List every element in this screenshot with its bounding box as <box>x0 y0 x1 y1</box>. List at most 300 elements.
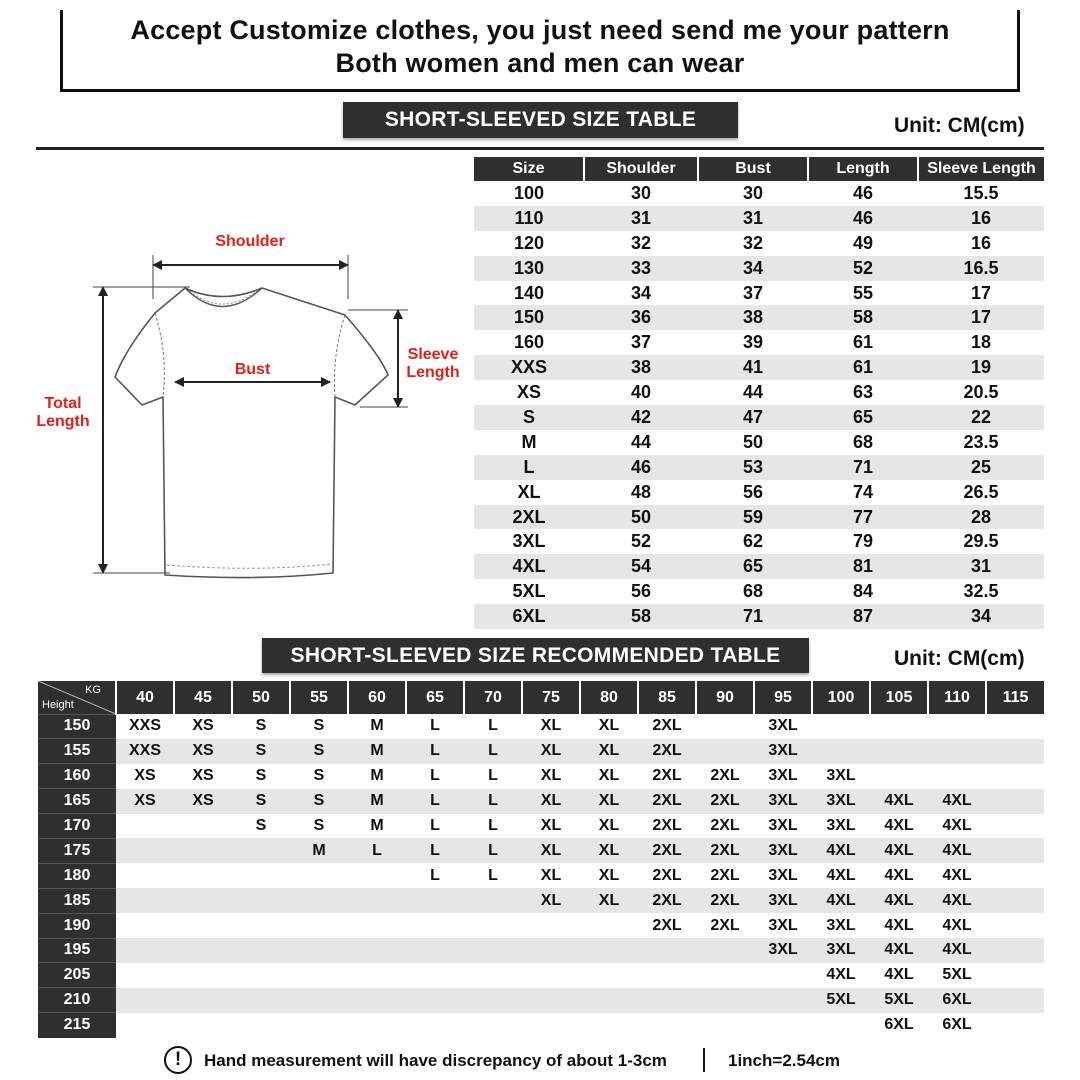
size-cell: 130 <box>474 256 584 281</box>
recommended-size-cell: XL <box>580 888 638 913</box>
recommended-size-cell: 3XL <box>812 789 870 814</box>
recommended-size-cell: S <box>232 714 290 739</box>
recommended-size-cell <box>696 988 754 1013</box>
recommended-size-cell: 3XL <box>754 913 812 938</box>
size-cell: 68 <box>698 579 808 604</box>
recommended-size-cell: S <box>290 739 348 764</box>
measurement-note: Hand measurement will have discrepancy of about 1-3cm <box>204 1051 667 1070</box>
recommended-size-cell: 4XL <box>870 888 928 913</box>
recommended-size-cell: 2XL <box>638 913 696 938</box>
recommended-size-cell: XL <box>580 838 638 863</box>
size-cell: 65 <box>808 405 918 430</box>
recommended-size-cell: 2XL <box>696 789 754 814</box>
recommended-size-cell <box>986 838 1044 863</box>
recommended-size-cell: 4XL <box>928 814 986 839</box>
recommended-size-cell: 6XL <box>928 988 986 1013</box>
kg-label: KG <box>85 684 101 696</box>
size-cell: 19 <box>918 355 1044 380</box>
height-row-header: 195 <box>38 938 116 963</box>
recommended-size-cell: 3XL <box>754 789 812 814</box>
recommended-size-cell <box>174 814 232 839</box>
weight-col-header: 85 <box>638 681 696 714</box>
size-cell: 49 <box>808 231 918 256</box>
recommended-size-cell <box>232 888 290 913</box>
size-cell: 37 <box>698 281 808 306</box>
recommended-size-cell: 2XL <box>696 863 754 888</box>
height-row-header: 175 <box>38 838 116 863</box>
size-cell: 62 <box>698 529 808 554</box>
recommended-size-cell: 4XL <box>870 863 928 888</box>
size-cell: 48 <box>584 480 698 505</box>
recommended-size-cell <box>696 739 754 764</box>
recommended-size-cell <box>986 739 1044 764</box>
recommended-size-cell <box>522 938 580 963</box>
height-row-header: 150 <box>38 714 116 739</box>
recommended-size-cell: 4XL <box>870 938 928 963</box>
height-row-header: 190 <box>38 913 116 938</box>
table-row <box>474 305 1044 330</box>
size-cell: XXS <box>474 355 584 380</box>
recommended-size-cell <box>116 988 174 1013</box>
size-cell: 100 <box>474 181 584 206</box>
size-cell: 150 <box>474 305 584 330</box>
recommended-size-cell <box>290 963 348 988</box>
table-row <box>38 913 1044 938</box>
weight-col-header: 45 <box>174 681 232 714</box>
size-cell: 3XL <box>474 529 584 554</box>
weight-col-header: 105 <box>870 681 928 714</box>
size-cell: 46 <box>808 181 918 206</box>
recommended-size-cell <box>986 1013 1044 1038</box>
size-cell: 52 <box>808 256 918 281</box>
weight-col-header: 110 <box>928 681 986 714</box>
recommended-size-cell <box>174 963 232 988</box>
recommended-size-cell <box>986 764 1044 789</box>
recommended-size-cell <box>232 938 290 963</box>
recommended-size-cell: XS <box>174 789 232 814</box>
recommended-size-cell <box>986 938 1044 963</box>
recommended-size-cell: S <box>232 764 290 789</box>
table-row <box>38 814 1044 839</box>
recommended-size-cell: XL <box>522 814 580 839</box>
table-row <box>38 739 1044 764</box>
table-row <box>38 1013 1044 1038</box>
shoulder-label: Shoulder <box>215 233 285 250</box>
recommended-size-cell <box>522 1013 580 1038</box>
recommended-size-cell: 4XL <box>812 838 870 863</box>
recommended-size-cell: 3XL <box>812 913 870 938</box>
recommended-size-cell <box>522 913 580 938</box>
recommended-size-cell <box>406 913 464 938</box>
size-cell: 40 <box>584 380 698 405</box>
recommended-size-cell <box>522 988 580 1013</box>
height-row-header: 215 <box>38 1013 116 1038</box>
size-cell: 31 <box>698 206 808 231</box>
size-cell: 71 <box>808 455 918 480</box>
size-cell: 34 <box>698 256 808 281</box>
weight-col-header: 75 <box>522 681 580 714</box>
size-cell: 32 <box>698 231 808 256</box>
size-cell: 15.5 <box>918 181 1044 206</box>
recommended-size-cell: 4XL <box>928 789 986 814</box>
recommended-size-cell: 5XL <box>870 988 928 1013</box>
table-row <box>38 863 1044 888</box>
recommended-size-cell <box>638 988 696 1013</box>
recommended-size-cell <box>580 913 638 938</box>
recommended-size-cell: L <box>348 838 406 863</box>
recommended-size-cell <box>116 888 174 913</box>
height-row-header: 180 <box>38 863 116 888</box>
recommended-size-cell: S <box>232 789 290 814</box>
size-cell: 33 <box>584 256 698 281</box>
recommended-size-cell <box>464 888 522 913</box>
recommended-size-cell: 4XL <box>870 838 928 863</box>
recommended-size-cell <box>290 888 348 913</box>
table-row <box>474 579 1044 604</box>
size-cell: 42 <box>584 405 698 430</box>
recommended-size-cell <box>116 963 174 988</box>
size-cell: 17 <box>918 305 1044 330</box>
size-cell: 17 <box>918 281 1044 306</box>
size-cell: 46 <box>808 206 918 231</box>
table-row <box>474 206 1044 231</box>
recommended-size-cell: L <box>464 739 522 764</box>
size-cell: 58 <box>808 305 918 330</box>
recommended-table <box>38 681 1044 1038</box>
recommended-size-cell <box>406 938 464 963</box>
recommended-size-cell <box>348 1013 406 1038</box>
size-col-header: Size <box>474 157 584 181</box>
recommended-size-cell: 3XL <box>754 838 812 863</box>
size-cell: 79 <box>808 529 918 554</box>
size-cell: 120 <box>474 231 584 256</box>
recommended-size-cell <box>232 838 290 863</box>
recommended-size-cell <box>116 838 174 863</box>
recommended-size-cell: XL <box>580 814 638 839</box>
table-row <box>38 714 1044 739</box>
size-cell: 30 <box>584 181 698 206</box>
divider <box>36 147 1044 150</box>
recommended-size-cell: 4XL <box>812 963 870 988</box>
recommended-size-cell: 2XL <box>696 764 754 789</box>
size-cell: 20.5 <box>918 380 1044 405</box>
size-cell: 84 <box>808 579 918 604</box>
size-cell: XS <box>474 380 584 405</box>
table-row <box>474 480 1044 505</box>
recommended-size-cell <box>696 714 754 739</box>
size-cell: 160 <box>474 330 584 355</box>
recommended-size-cell <box>348 888 406 913</box>
recommended-size-cell: XL <box>580 739 638 764</box>
table-row <box>38 988 1044 1013</box>
weight-col-header: 50 <box>232 681 290 714</box>
recommended-size-cell <box>696 938 754 963</box>
height-row-header: 185 <box>38 888 116 913</box>
size-cell: 71 <box>698 604 808 629</box>
size-table-title: SHORT-SLEEVED SIZE TABLE <box>343 102 738 138</box>
recommended-size-cell: XL <box>522 714 580 739</box>
table-row <box>474 430 1044 455</box>
size-cell: 77 <box>808 505 918 530</box>
footer-divider <box>703 1048 705 1072</box>
size-cell: 38 <box>584 355 698 380</box>
recommended-size-cell: 3XL <box>754 714 812 739</box>
recommended-size-cell: L <box>464 714 522 739</box>
size-table <box>474 157 1044 629</box>
recommended-size-cell: M <box>348 789 406 814</box>
recommended-size-cell: 4XL <box>928 938 986 963</box>
size-cell: 4XL <box>474 554 584 579</box>
table-row <box>474 529 1044 554</box>
table-row <box>474 181 1044 206</box>
recommended-size-cell <box>986 888 1044 913</box>
recommended-size-cell: XL <box>522 789 580 814</box>
recommended-size-cell <box>290 863 348 888</box>
recommended-size-cell <box>986 814 1044 839</box>
size-cell: 56 <box>698 480 808 505</box>
recommended-size-cell <box>174 863 232 888</box>
recommended-size-cell <box>580 938 638 963</box>
footer <box>0 1046 1080 1076</box>
recommended-size-cell: L <box>464 838 522 863</box>
recommended-size-cell <box>174 913 232 938</box>
size-cell: 46 <box>584 455 698 480</box>
recommended-size-cell <box>464 938 522 963</box>
recommended-size-cell <box>232 863 290 888</box>
size-table-header <box>474 157 1044 181</box>
recommended-size-cell <box>638 1013 696 1038</box>
recommended-size-cell: XL <box>580 789 638 814</box>
recommended-size-cell <box>116 1013 174 1038</box>
recommended-size-cell <box>174 938 232 963</box>
recommended-size-cell: S <box>290 814 348 839</box>
recommended-size-cell <box>754 1013 812 1038</box>
size-cell: 44 <box>698 380 808 405</box>
recommended-size-cell <box>232 1013 290 1038</box>
recommended-size-cell: L <box>406 714 464 739</box>
recommended-size-cell: XL <box>580 764 638 789</box>
recommended-size-cell <box>812 739 870 764</box>
recommended-size-cell <box>696 963 754 988</box>
table-row <box>474 604 1044 629</box>
recommended-size-cell <box>464 963 522 988</box>
recommended-size-cell: 6XL <box>870 1013 928 1038</box>
recommended-size-cell <box>638 963 696 988</box>
recommended-size-cell: 6XL <box>928 1013 986 1038</box>
size-col-header: Length <box>808 157 918 181</box>
size-cell: 56 <box>584 579 698 604</box>
table-row <box>38 838 1044 863</box>
recommended-size-cell: S <box>290 714 348 739</box>
size-cell: 47 <box>698 405 808 430</box>
recommended-size-cell <box>348 963 406 988</box>
recommended-size-cell <box>986 863 1044 888</box>
recommended-size-cell <box>290 913 348 938</box>
recommended-size-cell: 2XL <box>696 913 754 938</box>
kg-height-corner <box>38 681 116 714</box>
size-cell: 18 <box>918 330 1044 355</box>
recommended-size-cell: 4XL <box>870 814 928 839</box>
recommended-size-cell: 3XL <box>754 764 812 789</box>
recommended-size-cell: 4XL <box>928 913 986 938</box>
weight-col-header: 100 <box>812 681 870 714</box>
recommended-size-cell <box>986 789 1044 814</box>
recommended-size-cell: XS <box>116 764 174 789</box>
recommended-size-cell: M <box>348 739 406 764</box>
size-cell: 29.5 <box>918 529 1044 554</box>
recommended-size-cell <box>986 963 1044 988</box>
size-cell: 25 <box>918 455 1044 480</box>
size-cell: 32 <box>584 231 698 256</box>
recommended-size-cell <box>986 913 1044 938</box>
recommended-size-cell: 3XL <box>812 938 870 963</box>
weight-col-header: 95 <box>754 681 812 714</box>
recommended-size-cell <box>986 988 1044 1013</box>
recommended-size-cell <box>986 714 1044 739</box>
weight-col-header: 115 <box>986 681 1044 714</box>
size-cell: 61 <box>808 355 918 380</box>
size-table-unit: Unit: CM(cm) <box>894 114 1025 137</box>
size-cell: 58 <box>584 604 698 629</box>
recommended-size-cell <box>406 888 464 913</box>
size-cell: 87 <box>808 604 918 629</box>
table-row <box>474 231 1044 256</box>
recommended-size-cell: 2XL <box>638 814 696 839</box>
recommended-size-cell <box>580 988 638 1013</box>
height-row-header: 210 <box>38 988 116 1013</box>
recommended-size-cell <box>812 714 870 739</box>
size-cell: 41 <box>698 355 808 380</box>
size-cell: 34 <box>584 281 698 306</box>
recommended-size-cell: 4XL <box>870 789 928 814</box>
size-cell: 59 <box>698 505 808 530</box>
recommended-size-cell: 3XL <box>812 764 870 789</box>
size-cell: 50 <box>698 430 808 455</box>
recommended-size-cell <box>464 988 522 1013</box>
size-cell: 38 <box>698 305 808 330</box>
recommended-size-cell: L <box>406 789 464 814</box>
size-cell: 39 <box>698 330 808 355</box>
recommended-size-cell: M <box>348 764 406 789</box>
recommended-size-cell: 2XL <box>638 789 696 814</box>
table-row <box>38 938 1044 963</box>
recommended-size-cell <box>290 1013 348 1038</box>
tshirt-diagram <box>30 225 475 590</box>
inch-conversion: 1inch=2.54cm <box>728 1051 840 1070</box>
recommended-size-cell: 4XL <box>928 888 986 913</box>
recommended-size-cell <box>754 963 812 988</box>
recommended-size-cell <box>348 938 406 963</box>
recommended-size-cell <box>174 888 232 913</box>
size-cell: 61 <box>808 330 918 355</box>
height-row-header: 160 <box>38 764 116 789</box>
recommended-size-cell <box>174 988 232 1013</box>
size-cell: 74 <box>808 480 918 505</box>
recommended-size-cell: L <box>464 789 522 814</box>
recommended-size-cell: XL <box>580 714 638 739</box>
weight-col-header: 60 <box>348 681 406 714</box>
size-cell: 31 <box>584 206 698 231</box>
recommended-size-cell: 3XL <box>754 888 812 913</box>
recommended-size-cell: 3XL <box>754 739 812 764</box>
weight-col-header: 90 <box>696 681 754 714</box>
size-cell: S <box>474 405 584 430</box>
size-cell: XL <box>474 480 584 505</box>
recommended-size-cell: 5XL <box>812 988 870 1013</box>
recommended-size-cell: XS <box>116 789 174 814</box>
recommended-size-cell: 4XL <box>870 963 928 988</box>
recommended-size-cell <box>116 913 174 938</box>
size-cell: 2XL <box>474 505 584 530</box>
table-row <box>474 505 1044 530</box>
size-cell: 30 <box>698 181 808 206</box>
size-col-header: Shoulder <box>584 157 698 181</box>
size-cell: 16 <box>918 231 1044 256</box>
recommended-size-cell <box>406 963 464 988</box>
table-row <box>38 888 1044 913</box>
recommended-size-cell: L <box>464 764 522 789</box>
table-row <box>474 355 1044 380</box>
recommended-size-cell: 2XL <box>638 863 696 888</box>
recommended-size-cell <box>464 1013 522 1038</box>
size-cell: 52 <box>584 529 698 554</box>
tshirt-outline-icon <box>30 225 475 590</box>
weight-col-header: 70 <box>464 681 522 714</box>
recommended-size-cell: 4XL <box>812 888 870 913</box>
recommended-size-cell: L <box>406 863 464 888</box>
weight-col-header: 80 <box>580 681 638 714</box>
size-cell: 68 <box>808 430 918 455</box>
recommended-size-cell: 3XL <box>754 863 812 888</box>
recommended-size-cell <box>696 1013 754 1038</box>
header-line-2: Both women and men can wear <box>335 48 745 78</box>
recommended-size-cell: XL <box>522 863 580 888</box>
recommended-size-cell: S <box>290 789 348 814</box>
rec-table-header <box>38 681 1044 714</box>
size-cell: 110 <box>474 206 584 231</box>
recommended-size-cell <box>754 988 812 1013</box>
recommended-size-cell <box>638 938 696 963</box>
recommended-size-cell: 4XL <box>812 863 870 888</box>
recommended-size-cell <box>174 838 232 863</box>
recommended-size-cell <box>580 1013 638 1038</box>
recommended-size-cell <box>232 913 290 938</box>
recommended-size-cell: 2XL <box>638 739 696 764</box>
recommended-size-cell: 2XL <box>696 888 754 913</box>
recommended-size-cell: 3XL <box>812 814 870 839</box>
rec-table-unit: Unit: CM(cm) <box>894 647 1025 670</box>
recommended-size-cell <box>406 1013 464 1038</box>
recommended-size-cell: M <box>348 814 406 839</box>
recommended-size-cell <box>348 863 406 888</box>
recommended-size-cell: 2XL <box>638 888 696 913</box>
table-row <box>38 764 1044 789</box>
recommended-size-cell <box>928 714 986 739</box>
recommended-size-cell: L <box>406 814 464 839</box>
recommended-size-cell: XXS <box>116 739 174 764</box>
size-cell: 53 <box>698 455 808 480</box>
height-label: Height <box>42 698 74 711</box>
recommended-size-cell: XL <box>522 764 580 789</box>
size-cell: 34 <box>918 604 1044 629</box>
recommended-size-cell: M <box>290 838 348 863</box>
size-cell: 65 <box>698 554 808 579</box>
recommended-size-cell <box>870 764 928 789</box>
recommended-size-cell: XL <box>522 888 580 913</box>
recommended-size-cell <box>174 1013 232 1038</box>
size-cell: 37 <box>584 330 698 355</box>
recommended-size-cell: XS <box>174 739 232 764</box>
